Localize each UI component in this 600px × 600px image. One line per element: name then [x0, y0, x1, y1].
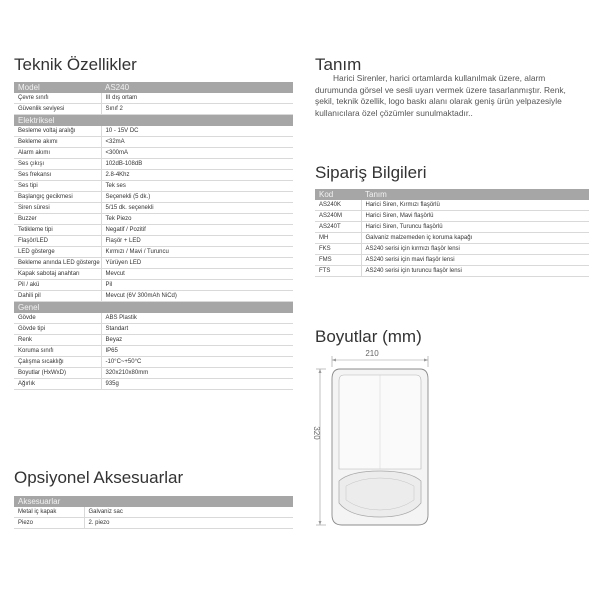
width-arrow-right [424, 359, 428, 362]
header-cell-left: Elektriksel [14, 115, 101, 127]
row-value: 2.8-4Khz [101, 170, 293, 181]
spec-row [14, 203, 293, 214]
row-label: LED gösterge [14, 247, 101, 258]
row-label: AS240K [315, 200, 361, 211]
width-arrow-left [332, 359, 336, 362]
spec-row [14, 104, 293, 115]
row-label: AS240T [315, 222, 361, 233]
description-body: Harici Sirenler, harici ortamlarda kullanılmak üzere, alarm durumunda görsel ve sesli uyarı vermek üzere tasarlanmıştır. Renk, şekil, teknik özellik, logo baskı alanı olarak geniş ürün yelpazesiyle kullanıcılara özel çözümler sunulmaktadır.. [315, 73, 566, 118]
spec-row [14, 269, 293, 280]
order-row [315, 200, 589, 211]
row-value: Galvaniz sac [84, 507, 293, 518]
row-value: Negatif / Pozitif [101, 225, 293, 236]
row-label: Bekleme anında LED gösterge [14, 258, 101, 269]
row-label: Güvenlik seviyesi [14, 104, 101, 115]
row-value: AS240 serisi için mavi flaşör lensi [361, 255, 589, 266]
row-label: Başlangıç gecikmesi [14, 192, 101, 203]
row-value: -10°C~+50°C [101, 357, 293, 368]
header-cell-right [101, 115, 293, 127]
row-label: Metal iç kapak [14, 507, 84, 518]
dimensions-title: Boyutlar (mm) [315, 327, 422, 346]
spec-row [14, 236, 293, 247]
spec-row [14, 225, 293, 236]
spec-row [14, 379, 293, 390]
row-label: Ses tipi [14, 181, 101, 192]
spec-row [14, 258, 293, 269]
row-value: 5/15 dk. seçenekli [101, 203, 293, 214]
header-cell-left: Model [14, 82, 101, 93]
spec-row [14, 170, 293, 181]
spec-row [14, 280, 293, 291]
row-value: Tek ses [101, 181, 293, 192]
description-text [315, 73, 587, 119]
spec-row [14, 126, 293, 137]
height-arrow-bottom [319, 521, 322, 525]
row-value: 102dB-108dB [101, 159, 293, 170]
spec-row [14, 214, 293, 225]
width-label: 210 [365, 349, 379, 358]
spec-row [14, 357, 293, 368]
row-label: Besleme voltaj aralığı [14, 126, 101, 137]
row-label: Çalışma sıcaklığı [14, 357, 101, 368]
general-header-row [14, 302, 293, 314]
row-label: Piezo [14, 518, 84, 529]
accessories-table [14, 496, 293, 529]
header-cell-left: Aksesuarlar [14, 496, 84, 507]
row-label: Ses frekansı [14, 170, 101, 181]
row-value: Mevcut [101, 269, 293, 280]
row-value: AS240 serisi için kırmızı flaşör lensi [361, 244, 589, 255]
row-label: FKS [315, 244, 361, 255]
header-cell-right: AS240 [101, 82, 293, 93]
header-cell-right: Tanım [361, 189, 589, 200]
spec-row [14, 291, 293, 302]
row-label: Bekleme akımı [14, 137, 101, 148]
spec-row [14, 247, 293, 258]
row-value: Mevcut (6V 300mAh NiCd) [101, 291, 293, 302]
row-value: Galvaniz malzemeden iç koruma kapağı [361, 233, 589, 244]
height-arrow-top [319, 369, 322, 373]
row-value: 2. piezo [84, 518, 293, 529]
row-label: Siren süresi [14, 203, 101, 214]
row-value: AS240 serisi için turuncu flaşör lensi [361, 266, 589, 277]
row-value: Kırmızı / Mavi / Turuncu [101, 247, 293, 258]
description-title: Tanım [315, 55, 362, 74]
row-label: Koruma sınıfı [14, 346, 101, 357]
order-header-row [315, 189, 589, 200]
row-label: Ses çıkışı [14, 159, 101, 170]
spec-row [14, 148, 293, 159]
electrical-header-row [14, 115, 293, 127]
height-label: 320 [312, 426, 321, 440]
accessory-row [14, 507, 293, 518]
spec-row [14, 335, 293, 346]
row-value: <300mA [101, 148, 293, 159]
spec-row [14, 137, 293, 148]
row-label: AS240M [315, 211, 361, 222]
row-value: Pil [101, 280, 293, 291]
row-label: Alarm akımı [14, 148, 101, 159]
row-value: Yürüyen LED [101, 258, 293, 269]
tech-specs-title: Teknik Özellikler [14, 55, 137, 74]
row-label: Renk [14, 335, 101, 346]
row-value: Seçenekli (5 dk.) [101, 192, 293, 203]
spec-row [14, 313, 293, 324]
order-row [315, 244, 589, 255]
row-label: FMS [315, 255, 361, 266]
row-label: Flaşör/LED [14, 236, 101, 247]
row-label: Çevre sınıfı [14, 93, 101, 104]
row-value: Flaşör + LED [101, 236, 293, 247]
row-label: Kapak sabotaj anahtarı [14, 269, 101, 280]
order-row [315, 222, 589, 233]
row-value: Sınıf 2 [101, 104, 293, 115]
row-label: MH [315, 233, 361, 244]
spec-row [14, 368, 293, 379]
row-label: Dahili pil [14, 291, 101, 302]
row-value: ABS Plastik [101, 313, 293, 324]
row-label: FTS [315, 266, 361, 277]
header-cell-left: Genel [14, 302, 101, 314]
row-label: Gövde [14, 313, 101, 324]
spec-row [14, 181, 293, 192]
row-value: Harici Siren, Turuncu flaşörlü [361, 222, 589, 233]
spec-row [14, 192, 293, 203]
row-value: 935g [101, 379, 293, 390]
spec-row [14, 346, 293, 357]
spec-row [14, 93, 293, 104]
row-value: Harici Siren, Mavi flaşörlü [361, 211, 589, 222]
row-value: 320x210x80mm [101, 368, 293, 379]
order-row [315, 233, 589, 244]
row-value: Harici Siren, Kırmızı flaşörlü [361, 200, 589, 211]
row-value: <32mA [101, 137, 293, 148]
accessories-header-row [14, 496, 293, 507]
order-row [315, 211, 589, 222]
header-cell-right [84, 496, 293, 507]
accessories-title: Opsiyonel Aksesuarlar [14, 468, 184, 487]
header-cell-right [101, 302, 293, 314]
row-label: Buzzer [14, 214, 101, 225]
row-value: Beyaz [101, 335, 293, 346]
row-value: Tek Piezo [101, 214, 293, 225]
header-cell-left: Kod [315, 189, 361, 200]
order-table [315, 189, 589, 277]
tech-specs-table [14, 82, 293, 390]
row-value: 10 - 15V DC [101, 126, 293, 137]
row-value: Standart [101, 324, 293, 335]
row-label: Gövde tipi [14, 324, 101, 335]
spec-row [14, 324, 293, 335]
order-title: Sipariş Bilgileri [315, 163, 427, 182]
row-label: Pil / akü [14, 280, 101, 291]
model-header-row [14, 82, 293, 93]
spec-row [14, 159, 293, 170]
order-row [315, 266, 589, 277]
row-label: Ağırlık [14, 379, 101, 390]
order-row [315, 255, 589, 266]
dimensions-drawing [300, 345, 450, 535]
row-value: III dış ortam [101, 93, 293, 104]
row-value: IP65 [101, 346, 293, 357]
accessory-row [14, 518, 293, 529]
row-label: Boyutlar (HxWxD) [14, 368, 101, 379]
row-label: Tetikleme tipi [14, 225, 101, 236]
